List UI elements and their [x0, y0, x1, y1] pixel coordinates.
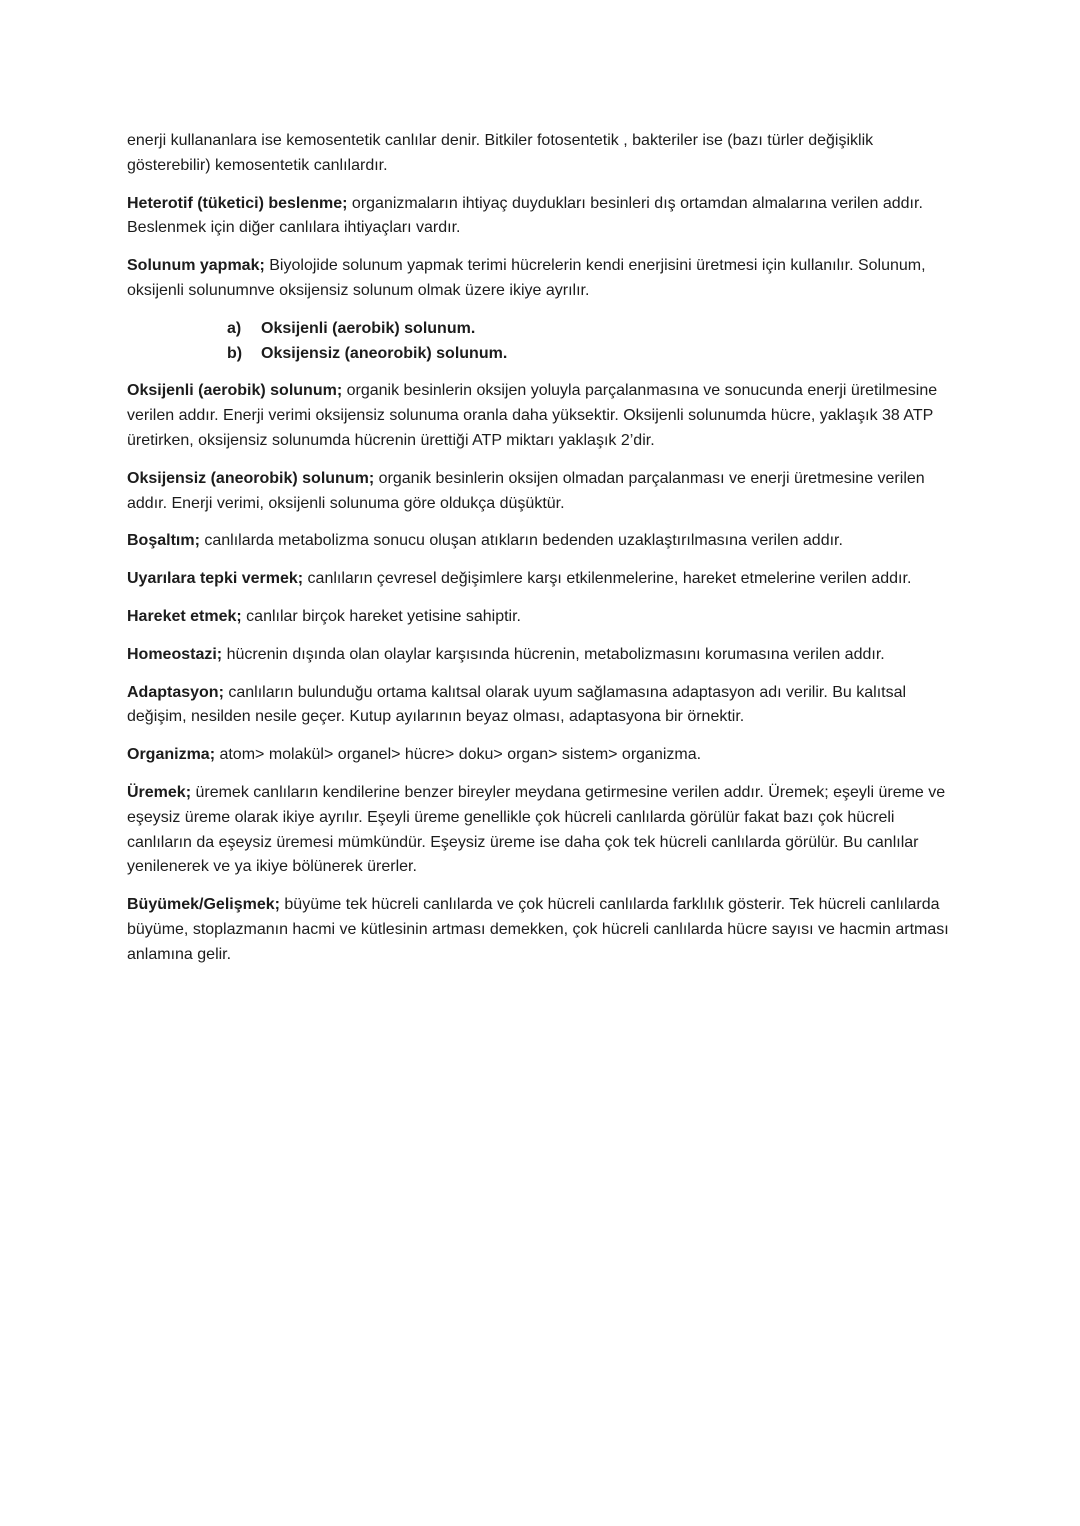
paragraph-text: Biyolojide solunum yapmak terimi hücrelerin kendi enerjisini üretmesi için kullanılır. Solunum, oksijenli solunumnve oksijensiz solunum olmak üzere ikiye ayrılır.	[127, 257, 926, 299]
paragraph-text: organik besinlerin oksijen olmadan parçalanması ve enerji üretmesine verilen addır. Enerji verimi, oksijenli solunuma göre oldukça düşüktür.	[127, 469, 925, 512]
list-item-oksijenli	[227, 317, 960, 342]
paragraph-uremek	[127, 781, 960, 880]
paragraph-term: Heterotif (tüketici) beslenme;	[127, 194, 348, 212]
list-item-label: Oksijensiz (aneorobik) solunum.	[261, 344, 508, 362]
paragraph-text: hücrenin dışında olan olaylar karşısında hücrenin, metabolizmasını korumasına verilen addır.	[222, 645, 885, 663]
paragraph-kemosentetik	[127, 129, 960, 179]
paragraph-text: canlılarda metabolizma sonucu oluşan atıkların bedenden uzaklaştırılmasına verilen addır.	[199, 532, 843, 550]
paragraph-text: atom> molakül> organel> hücre> doku> organ> sistem> organizma.	[215, 746, 702, 764]
paragraph-term: Üremek;	[127, 783, 192, 801]
paragraph-text: canlıların bulunduğu ortama kalıtsal olarak uyum sağlamasına adaptasyon adı verilir. Bu kalıtsal değişim, nesilden nesile geçer. Kutup ayılarının beyaz olması, adaptasyona bir örnektir.	[127, 683, 907, 726]
paragraph-text: büyüme tek hücreli canlılarda ve çok hücreli canlılarda farklılık gösterir. Tek hücreli canlılarda büyüme, stoplazmanın hacmi ve kütlesinin artması demekken, çok hücreli canlılarda hücre sayısı ve hacmin artması anlamına gelir.	[127, 896, 949, 963]
paragraph-term: Solunum yapmak;	[127, 257, 265, 275]
paragraph-uyarilara-tepki	[127, 567, 960, 592]
paragraph-text: organik besinlerin oksijen yoluyla parçalanmasına ve sonucunda enerji üretilmesine verilen addır. Enerji verimi oksijensiz solunuma oranla daha yüksektir. Oksijenli solunumda hücre, yaklaşık 38 ATP üretirken, oksijensiz solunumda hücrenin ürettiği ATP miktarı yaklaşık 2’dir.	[127, 382, 938, 449]
paragraph-buyumek-gelismek	[127, 893, 960, 967]
paragraph-homeostazi	[127, 643, 960, 668]
list-item-marker: a)	[227, 319, 242, 337]
paragraph-solunum-yapmak	[127, 254, 960, 304]
paragraph-term: Adaptasyon;	[127, 683, 224, 701]
list-item-label: Oksijenli (aerobik) solunum.	[261, 319, 476, 337]
list-item-marker: b)	[227, 344, 243, 362]
paragraph-term: Homeostazi;	[127, 645, 223, 663]
paragraph-oksijensiz-solunum	[127, 467, 960, 517]
paragraph-organizma	[127, 743, 960, 768]
paragraph-text: enerji kullananlara ise kemosentetik canlılar denir. Bitkiler fotosentetik , bakteriler ise (bazı türler değişiklik gösterebilir) kemosentetik canlılardır.	[127, 132, 874, 174]
paragraph-term: Organizma;	[127, 746, 216, 764]
paragraph-term: Oksijensiz (aneorobik) solunum;	[127, 469, 375, 487]
paragraph-oksijenli-solunum	[127, 379, 960, 453]
paragraph-bosaltim	[127, 529, 960, 554]
list-item-oksijensiz	[227, 342, 960, 367]
paragraph-heterotrof-beslenme	[127, 192, 960, 242]
paragraph-term: Uyarılara tepki vermek;	[127, 570, 304, 588]
paragraph-term: Büyümek/Gelişmek;	[127, 896, 280, 914]
paragraph-text: üremek canlıların kendilerine benzer bireyler meydana getirmesine verilen addır. Üremek; eşeyli üreme ve eşeysiz üreme olarak ikiye ayrılır. Eşeyli üreme genellikle çok hücreli canlılarda görülür fakat bazı çok hücreli canlıların da eşeysiz üremesi mümkündür. Eşeysiz üreme ise daha çok tek hücreli canlılarda görülür. Bu canlılar yenilenerek ve ya ikiye bölünerek ürerler.	[127, 783, 946, 876]
paragraph-text: canlılar birçok hareket yetisine sahiptir.	[241, 607, 521, 625]
paragraph-term: Boşaltım;	[127, 532, 200, 550]
solunum-types-list	[127, 317, 960, 367]
paragraph-term: Hareket etmek;	[127, 607, 242, 625]
paragraph-adaptasyon	[127, 681, 960, 731]
paragraph-term: Oksijenli (aerobik) solunum;	[127, 382, 343, 400]
paragraph-text: organizmaların ihtiyaç duydukları besinleri dış ortamdan almalarına verilen addır. Beslenmek için diğer canlılara ihtiyaçları vardır.	[127, 194, 923, 237]
paragraph-text: canlıların çevresel değişimlere karşı etkilenmelerine, hareket etmelerine verilen addır.	[303, 570, 912, 588]
paragraph-hareket-etmek	[127, 605, 960, 630]
